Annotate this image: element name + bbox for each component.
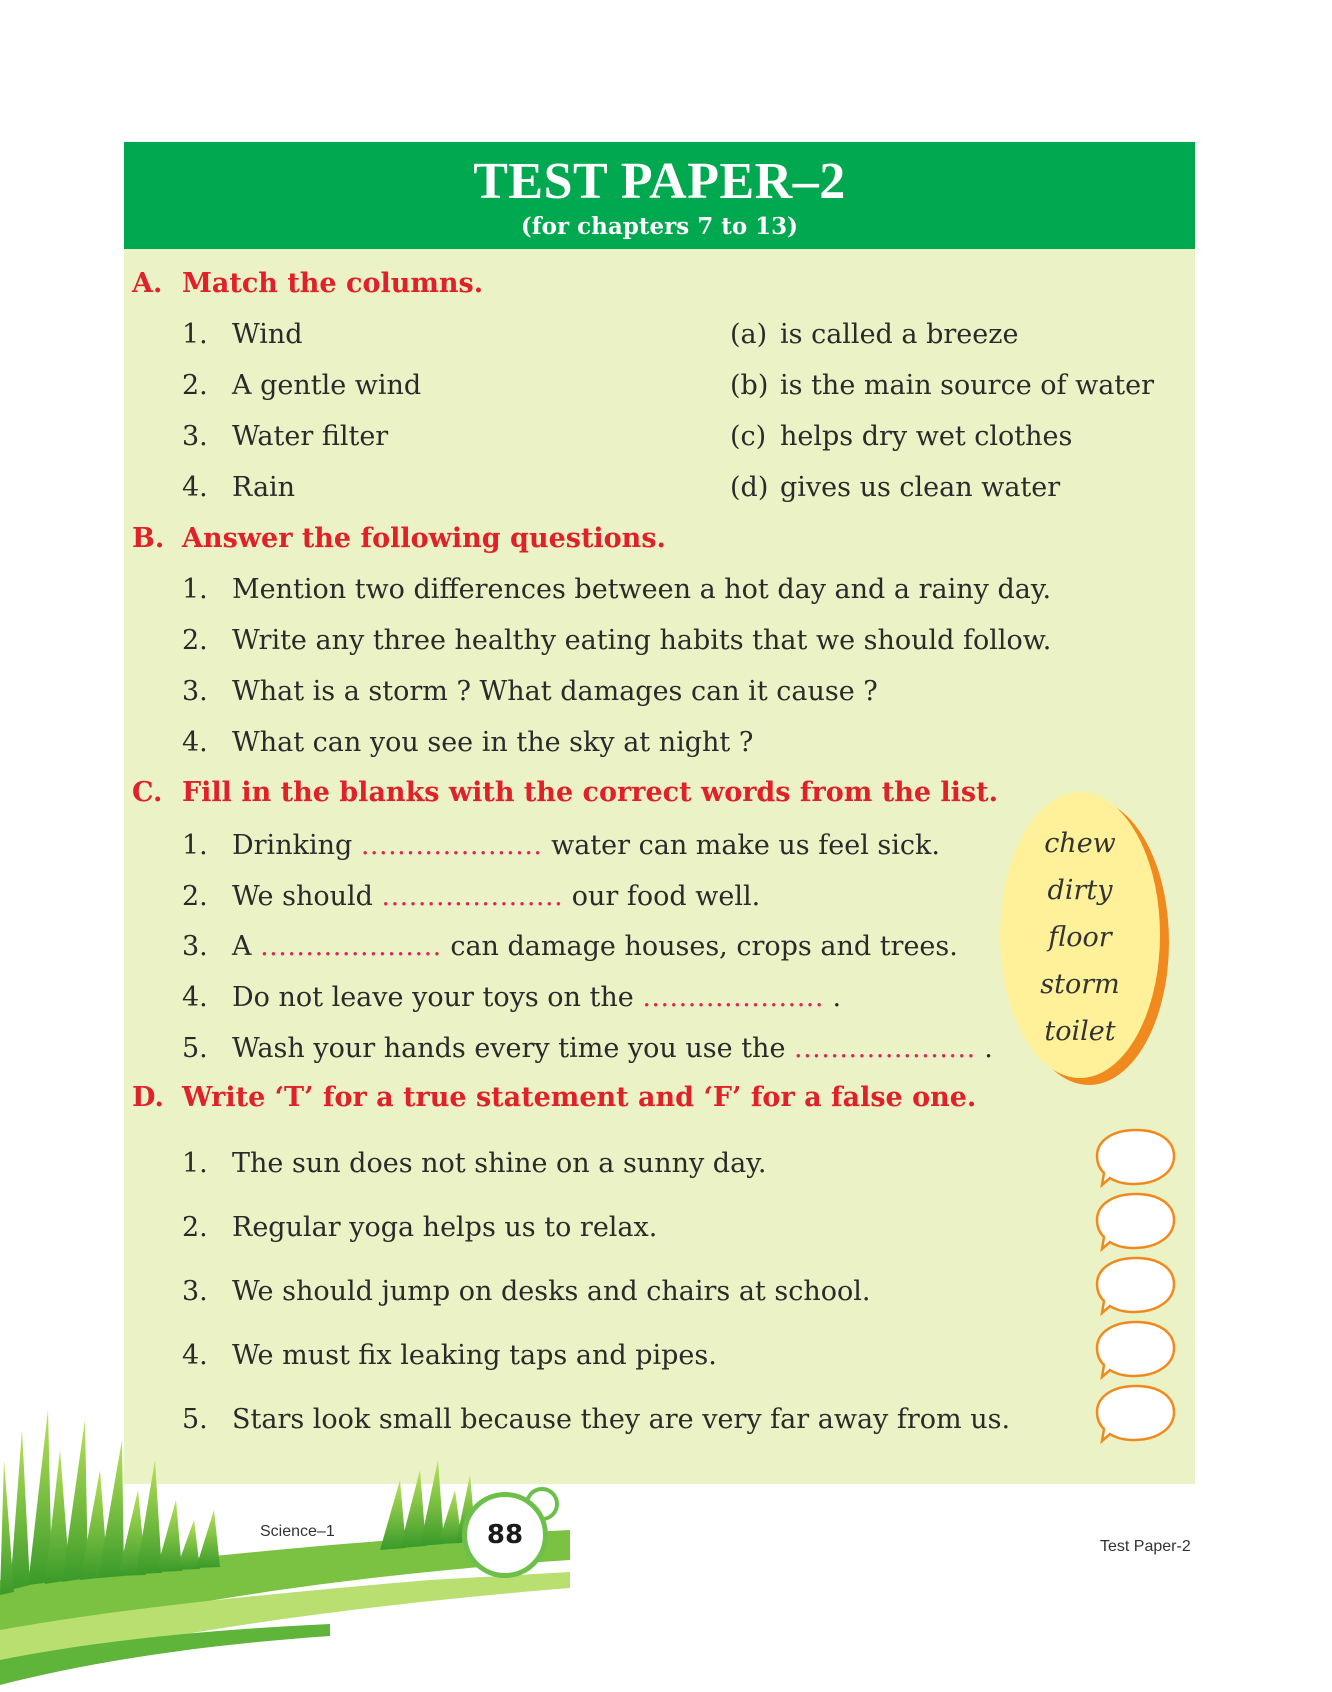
word-list-item: storm [1040, 969, 1120, 1000]
page-number: 88 [462, 1492, 548, 1578]
section-title: Answer the following questions. [182, 523, 666, 554]
blank-line[interactable]: .................... [642, 982, 824, 1013]
answer-bubble[interactable] [1094, 1191, 1178, 1253]
item-text-after: can damage houses, crops and trees. [441, 931, 958, 962]
fill-blank-item [182, 981, 841, 1015]
item-text: is the main source of water [780, 370, 1155, 401]
fill-blank-item [182, 829, 940, 863]
fill-blank-item [182, 930, 958, 964]
item-number: 1. [182, 574, 208, 605]
section-c-heading [132, 777, 998, 809]
match-right-item [730, 471, 1060, 505]
match-left-item [182, 369, 421, 403]
answer-bubble[interactable] [1094, 1319, 1178, 1381]
section-letter: B. [132, 523, 165, 554]
section-d-heading [132, 1082, 976, 1114]
item-text-before: Wash your hands every time you use the [232, 1033, 795, 1064]
match-right-item [730, 420, 1072, 454]
footer-label: Test Paper-2 [1100, 1538, 1191, 1555]
blank-line[interactable]: .................... [794, 1033, 976, 1064]
match-right-item [730, 318, 1018, 352]
item-text: Water filter [232, 421, 389, 452]
item-text: gives us clean water [780, 472, 1061, 503]
item-text: Regular yoga helps us to relax. [232, 1212, 658, 1243]
item-number: 3. [182, 421, 208, 452]
item-text-after: water can make us feel sick. [542, 830, 940, 861]
blank-line[interactable]: .................... [381, 881, 564, 912]
page-subtitle: (for chapters 7 to 13) [520, 213, 799, 240]
page-title: TEST PAPER–2 [473, 153, 846, 210]
item-text: Mention two differences between a hot day and a rainy day. [232, 574, 1052, 605]
item-number: 5. [182, 1404, 208, 1435]
item-number: 1. [182, 319, 208, 350]
item-number: 3. [182, 1276, 208, 1307]
match-left-item [182, 471, 295, 505]
item-text: What can you see in the sky at night ? [232, 727, 754, 758]
item-tag: (c) [730, 421, 767, 452]
section-letter: A. [132, 268, 163, 299]
item-number: 4. [182, 982, 208, 1013]
match-right-item [730, 369, 1154, 403]
item-text-after: . [975, 1033, 993, 1064]
item-text: Write any three healthy eating habits that we should follow. [232, 625, 1052, 656]
section-a-heading [132, 268, 483, 300]
item-text-before: Drinking [232, 830, 361, 861]
fill-blank-item [182, 1032, 993, 1066]
match-left-item [182, 318, 303, 352]
section-letter: D. [132, 1082, 164, 1113]
question-item [182, 675, 878, 709]
item-text-after: . [823, 982, 842, 1013]
section-title: Match the columns. [182, 268, 484, 299]
match-left-item [182, 420, 388, 454]
item-number: 3. [182, 931, 208, 962]
item-text: A gentle wind [232, 370, 422, 401]
answer-bubble[interactable] [1094, 1255, 1178, 1317]
item-number: 5. [182, 1033, 208, 1064]
fill-blank-item [182, 880, 760, 914]
item-text: We must fix leaking taps and pipes. [232, 1340, 717, 1371]
item-text: We should jump on desks and chairs at school. [232, 1276, 871, 1307]
item-text-after: our food well. [563, 881, 761, 912]
true-false-item [182, 1211, 657, 1245]
question-item [182, 726, 753, 760]
item-text: What is a storm ? What damages can it cause ? [232, 676, 878, 707]
section-letter: C. [132, 777, 163, 808]
section-title: Fill in the blanks with the correct words from the list. [182, 777, 998, 808]
word-list [1000, 820, 1160, 1055]
item-number: 4. [182, 727, 208, 758]
true-false-item [182, 1275, 870, 1309]
blank-line[interactable]: .................... [260, 931, 442, 962]
item-text-before: A [232, 931, 261, 962]
item-number: 1. [182, 830, 208, 861]
item-text: Stars look small because they are very far away from us. [232, 1404, 1011, 1435]
true-false-item [182, 1339, 717, 1373]
word-list-item: floor [1048, 922, 1112, 953]
item-number: 2. [182, 1212, 208, 1243]
item-text: Wind [232, 319, 303, 350]
blank-line[interactable]: .................... [360, 830, 543, 861]
word-list-item: toilet [1044, 1016, 1116, 1047]
item-text: helps dry wet clothes [780, 421, 1073, 452]
section-b-heading [132, 523, 666, 555]
item-tag: (a) [730, 319, 768, 350]
answer-bubble[interactable] [1094, 1383, 1178, 1445]
item-number: 1. [182, 1148, 208, 1179]
item-text-before: We should [232, 881, 382, 912]
item-number: 2. [182, 881, 208, 912]
question-item [182, 624, 1051, 658]
item-number: 3. [182, 676, 208, 707]
answer-bubble[interactable] [1094, 1127, 1178, 1189]
item-number: 4. [182, 1340, 208, 1371]
item-tag: (d) [730, 472, 769, 503]
book-name: Science–1 [260, 1523, 335, 1540]
item-number: 2. [182, 370, 208, 401]
word-list-item: chew [1044, 828, 1116, 859]
item-number: 2. [182, 625, 208, 656]
true-false-item [182, 1147, 766, 1181]
item-tag: (b) [730, 370, 769, 401]
section-title: Write ‘T’ for a true statement and ‘F’ for a false one. [182, 1082, 977, 1113]
question-item [182, 573, 1051, 607]
item-text: is called a breeze [780, 319, 1019, 350]
page-header [124, 142, 1195, 249]
item-text: Rain [232, 472, 296, 503]
word-list-item: dirty [1047, 875, 1113, 906]
item-number: 4. [182, 472, 208, 503]
item-text-before: Do not leave your toys on the [232, 982, 643, 1013]
item-text: The sun does not shine on a sunny day. [232, 1148, 767, 1179]
